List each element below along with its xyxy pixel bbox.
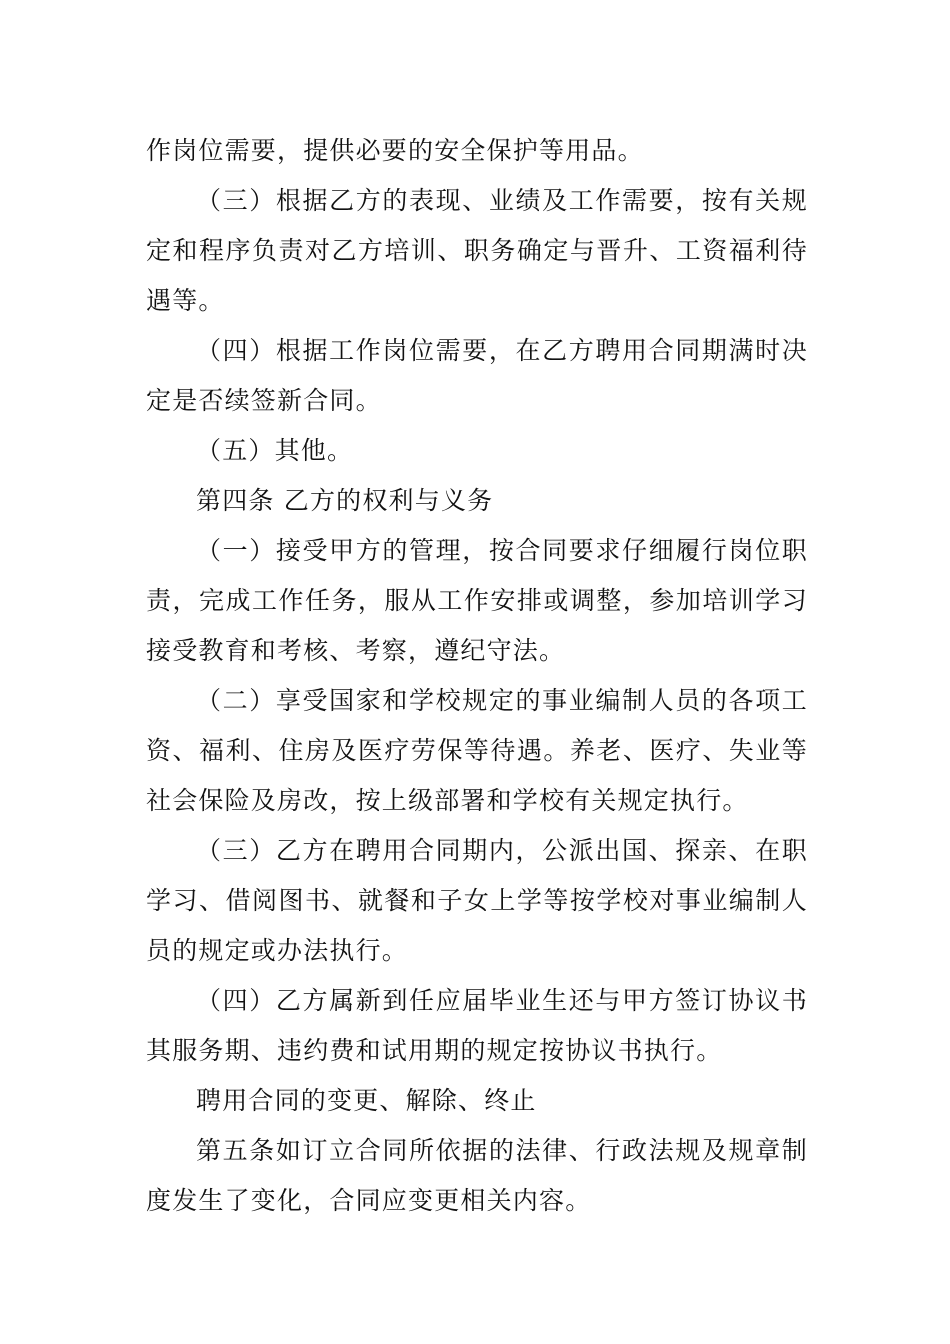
article-4-heading: 第四条 乙方的权利与义务 [196,486,494,515]
document-body [146,126,808,1226]
article-5: 第五条如订立合同所依据的法律、行政法规及规章制度发生了变化，合同应变更相关内容。 [146,1136,808,1215]
paragraph-continuation: 作岗位需要，提供必要的安全保护等用品。 [146,136,644,165]
section-heading: 聘用合同的变更、解除、终止 [196,1086,537,1115]
paragraph-b-item-4: （四）乙方属新到任应届毕业生还与甲方签订协议书其服务期、违约费和试用期的规定按协议书执行。 [146,986,808,1065]
paragraph-b-item-2: （二）享受国家和学校规定的事业编制人员的各项工资、福利、住房及医疗劳保等待遇。养老、医疗、失业等社会保险及房改，按上级部署和学校有关规定执行。 [146,686,808,815]
paragraph-item-5: （五）其他。 [196,436,354,465]
paragraph-b-item-1: （一）接受甲方的管理，按合同要求仔细履行岗位职责，完成工作任务，服从工作安排或调整，参加培训学习接受教育和考核、考察，遵纪守法。 [146,536,808,665]
paragraph-item-3: （三）根据乙方的表现、业绩及工作需要，按有关规定和程序负责对乙方培训、职务确定与晋升、工资福利待遇等。 [146,186,808,315]
paragraph-b-item-3: （三）乙方在聘用合同期内，公派出国、探亲、在职学习、借阅图书、就餐和子女上学等按学校对事业编制人员的规定或办法执行。 [146,836,808,965]
paragraph-item-4: （四）根据工作岗位需要，在乙方聘用合同期满时决定是否续签新合同。 [146,336,808,415]
